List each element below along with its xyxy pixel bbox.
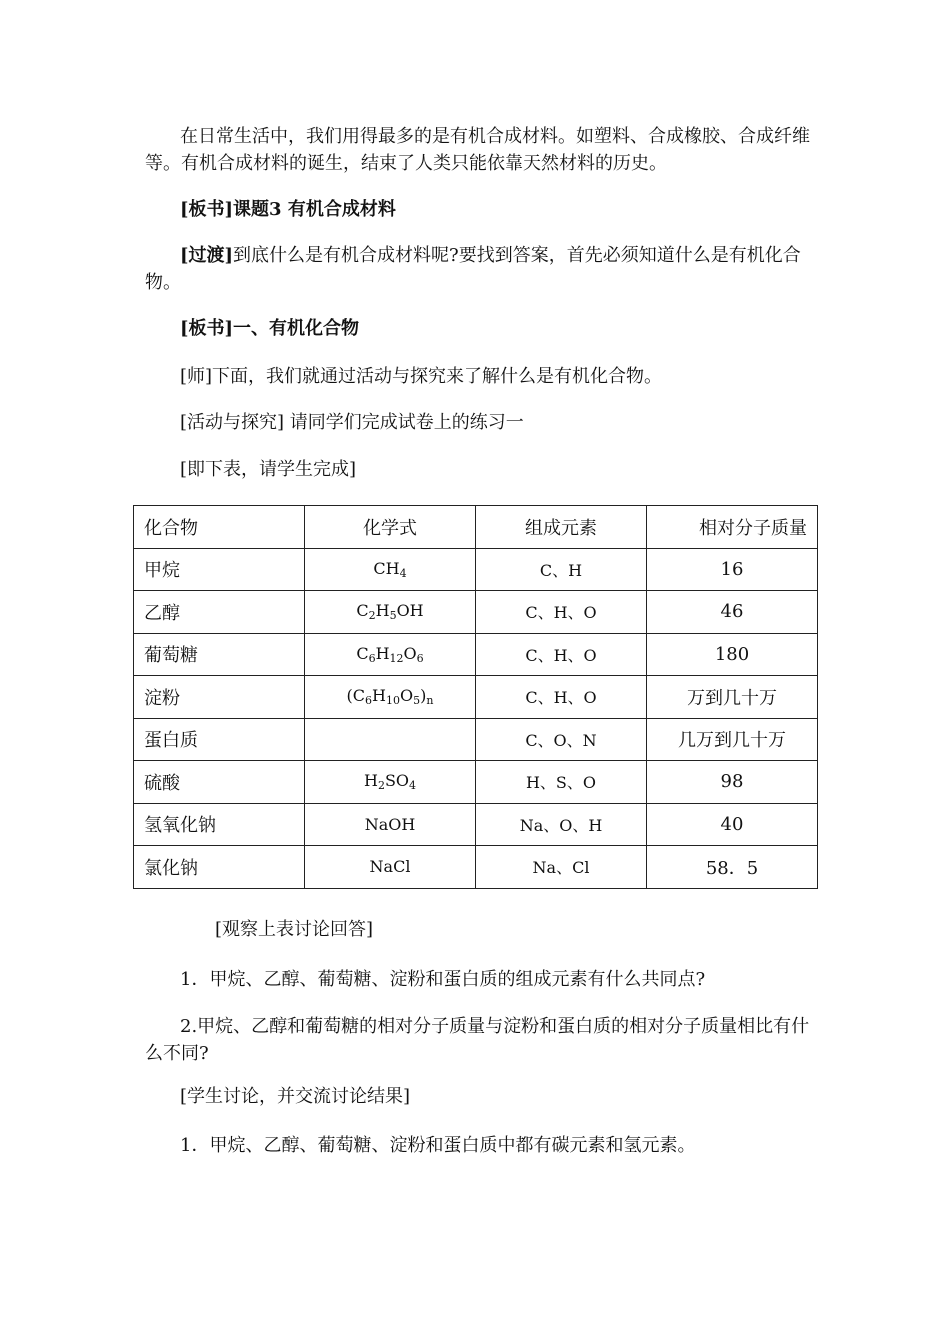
formula-cell — [305, 718, 476, 761]
header-compound: 化合物 — [134, 506, 305, 549]
table-note: [即下表，请学生完成] — [180, 459, 357, 480]
formula-subscript: n — [426, 694, 434, 708]
table-body — [134, 548, 818, 888]
mass-cell: 万到几十万 — [647, 676, 818, 719]
activity-paragraph: [活动与探究] 请同学们完成试卷上的练习一 — [180, 412, 524, 433]
formula-text: NaOH — [364, 814, 416, 834]
discussion-prompt: [学生讨论，并交流讨论结果] — [180, 1086, 411, 1107]
formula-cell — [305, 591, 476, 634]
formula-subscript: 4 — [399, 566, 407, 580]
formula-text: H — [375, 601, 390, 621]
formula-cell — [305, 803, 476, 846]
formula-subscript: 6 — [365, 694, 373, 708]
compound-name-cell: 硫酸 — [134, 761, 305, 804]
formula-text: H — [372, 686, 386, 706]
compound-name-cell: 乙醇 — [134, 591, 305, 634]
formula-text: ) — [420, 686, 427, 706]
elements-cell: H、S、O — [476, 761, 647, 804]
table-row — [134, 676, 818, 719]
formula-subscript: 6 — [368, 651, 376, 665]
compound-name-cell: 淀粉 — [134, 676, 305, 719]
transition-tag: [过渡] — [180, 245, 234, 266]
header-formula: 化学式 — [305, 506, 476, 549]
table-row — [134, 718, 818, 761]
formula-subscript: 2 — [377, 779, 385, 793]
formula-text: O — [399, 686, 414, 706]
table-header — [134, 506, 818, 549]
compound-name-cell: 甲烷 — [134, 548, 305, 591]
formula-text: O — [403, 643, 417, 663]
formula-cell — [305, 846, 476, 889]
formula-text: C — [356, 601, 369, 621]
formula-text: CH — [373, 558, 400, 578]
mass-cell: 98 — [647, 761, 818, 804]
mass-cell: 46 — [647, 591, 818, 634]
intro-paragraph: 在日常生活中，我们用得最多的是有机合成材料。如塑料、合成橡胶、合成纤维等。有机合成材料的诞生，结束了人类只能依靠天然材料的历史。 — [145, 126, 810, 174]
board-title-2: [板书]一、有机化合物 — [180, 318, 360, 339]
table-row — [134, 591, 818, 634]
formula-text: OH — [396, 601, 424, 621]
formula-text: C — [356, 643, 369, 663]
question-2: 2.甲烷、乙醇和葡萄糖的相对分子质量与淀粉和蛋白质的相对分子质量相比有什么不同? — [145, 1016, 810, 1064]
elements-cell: C、H、O — [476, 676, 647, 719]
board-title-1: [板书]课题3 有机合成材料 — [180, 199, 396, 220]
table-row — [134, 846, 818, 889]
header-elements: 组成元素 — [476, 506, 647, 549]
mass-cell: 40 — [647, 803, 818, 846]
formula-text: SO — [384, 771, 410, 791]
mass-cell: 180 — [647, 633, 818, 676]
table-header-row — [134, 506, 818, 549]
formula-subscript: 2 — [368, 609, 376, 623]
elements-cell: Na、Cl — [476, 846, 647, 889]
formula-subscript: 12 — [389, 651, 404, 665]
compound-table — [133, 505, 818, 889]
table-row — [134, 761, 818, 804]
formula-text: H — [375, 643, 390, 663]
formula-subscript: 10 — [385, 694, 400, 708]
formula-subscript: 6 — [416, 651, 424, 665]
formula-subscript: 5 — [389, 609, 397, 623]
question-1: 1．甲烷、乙醇、葡萄糖、淀粉和蛋白质的组成元素有什么共同点? — [180, 969, 706, 990]
mass-cell: 58．5 — [647, 846, 818, 889]
formula-cell — [305, 676, 476, 719]
compound-name-cell: 氢氧化钠 — [134, 803, 305, 846]
elements-cell: Na、O、H — [476, 803, 647, 846]
formula-cell — [305, 633, 476, 676]
transition-text: 到底什么是有机合成材料呢?要找到答案，首先必须知道什么是有机化合物。 — [145, 245, 801, 293]
formula-text: (C — [346, 686, 366, 706]
teacher-paragraph: [师]下面，我们就通过活动与探究来了解什么是有机化合物。 — [180, 366, 663, 387]
table-row — [134, 803, 818, 846]
compound-name-cell: 蛋白质 — [134, 718, 305, 761]
elements-cell: C、H — [476, 548, 647, 591]
table-row — [134, 548, 818, 591]
compound-name-cell: 氯化钠 — [134, 846, 305, 889]
elements-cell: C、H、O — [476, 633, 647, 676]
table-row — [134, 633, 818, 676]
header-mass: 相对分子质量 — [647, 506, 818, 549]
observe-prompt: [观察上表讨论回答] — [215, 919, 374, 940]
compound-name-cell: 葡萄糖 — [134, 633, 305, 676]
formula-subscript: 4 — [409, 779, 417, 793]
answer-1: 1．甲烷、乙醇、葡萄糖、淀粉和蛋白质中都有碳元素和氢元素。 — [180, 1135, 696, 1156]
mass-cell: 16 — [647, 548, 818, 591]
mass-cell: 几万到几十万 — [647, 718, 818, 761]
formula-cell — [305, 548, 476, 591]
elements-cell: C、O、N — [476, 718, 647, 761]
elements-cell: C、H、O — [476, 591, 647, 634]
formula-text: H — [363, 771, 378, 791]
transition-paragraph — [145, 242, 815, 296]
formula-cell — [305, 761, 476, 804]
formula-subscript: 5 — [413, 694, 421, 708]
formula-text: NaCl — [369, 857, 411, 877]
